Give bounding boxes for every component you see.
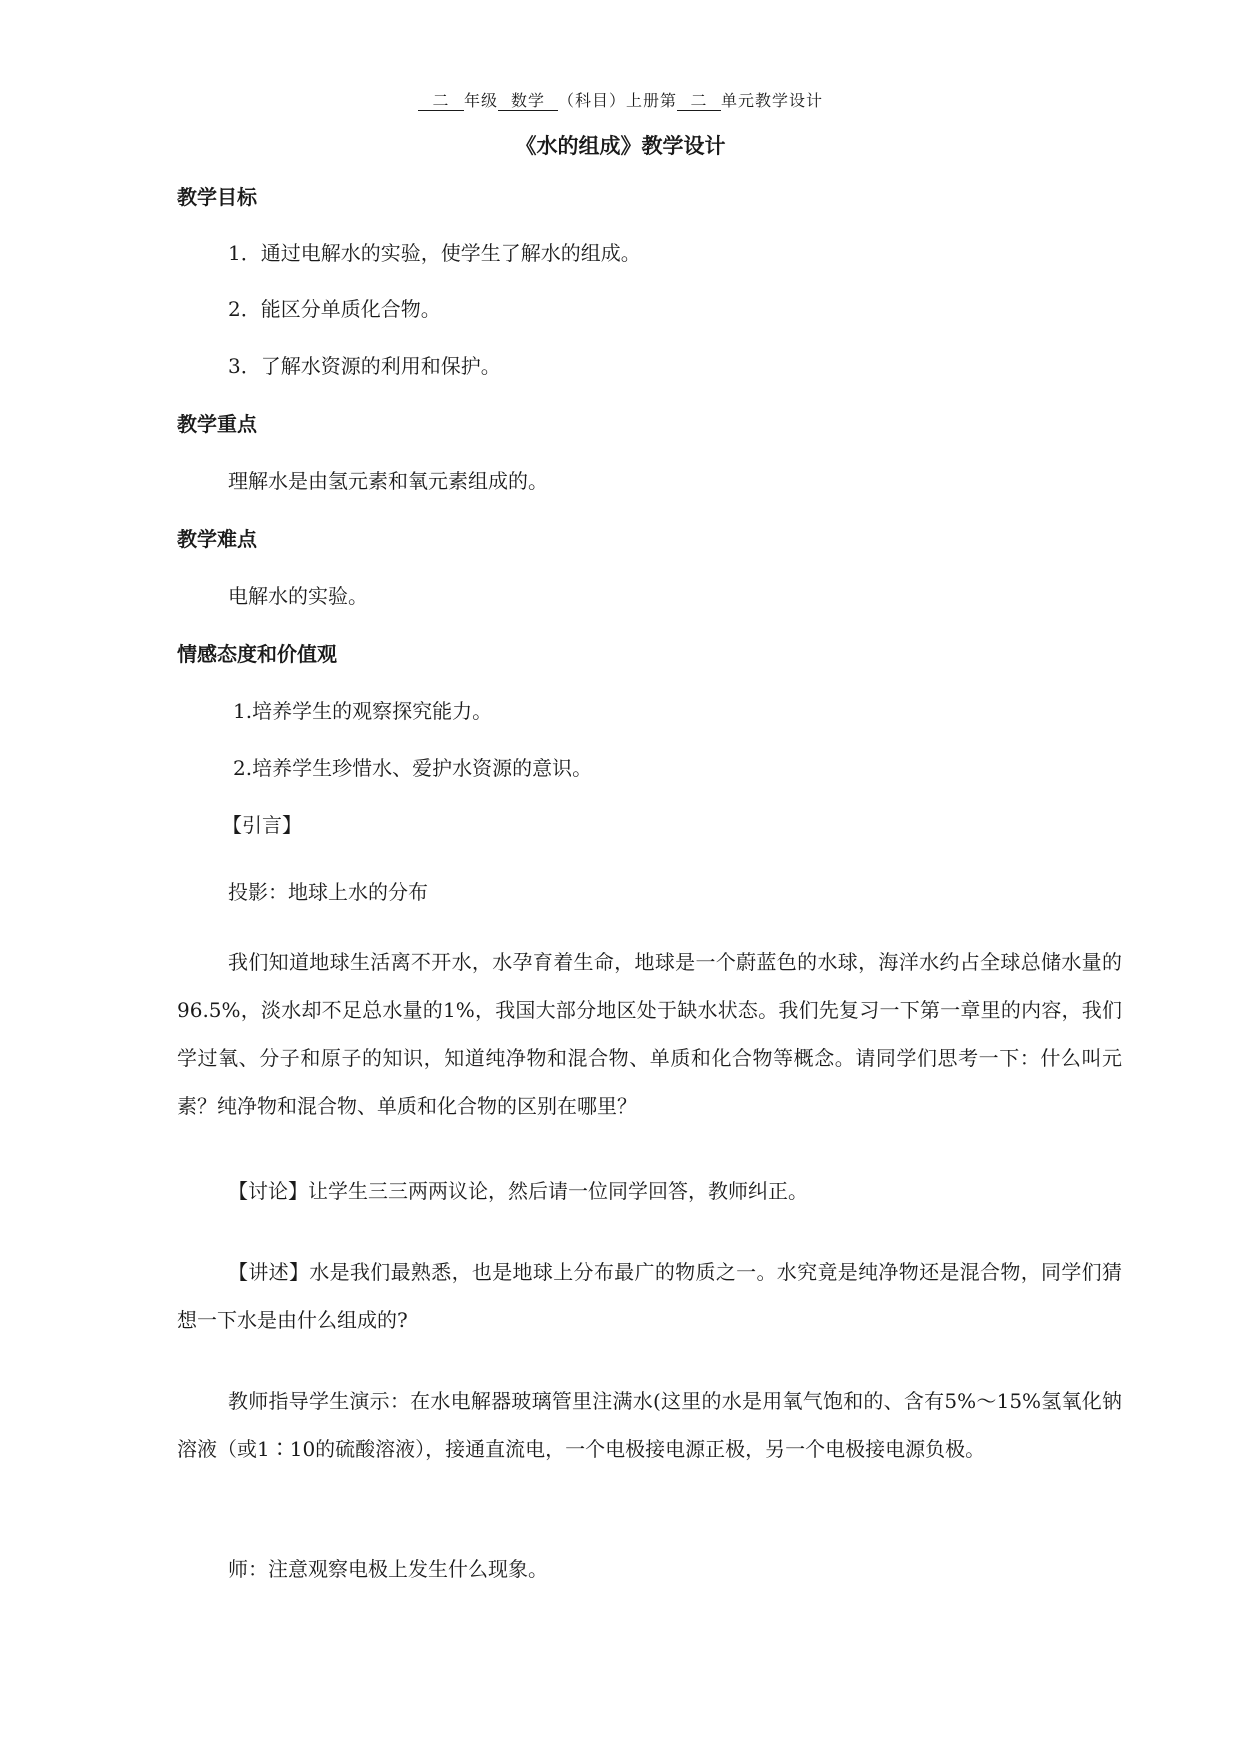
teacher-line: 师：注意观察电极上发生什么现象。 [228,1557,548,1581]
objective-item: 2．能区分单质化合物。 [228,297,441,321]
discussion-paragraph: 【讨论】让学生三三两两议论，然后请一位同学回答，教师纠正。 [228,1179,808,1203]
objective-item: 1．通过电解水的实验，使学生了解水的组成。 [228,241,641,265]
intro-tag: 【引言】 [222,813,302,837]
values-item: 2.培养学生珍惜水、爱护水资源的意识。 [233,756,593,780]
unit-blank: 二 [677,92,721,111]
narration-paragraph: 【讲述】水是我们最熟悉，也是地球上分布最广的物质之一。水究竟是纯净物还是混合物，同学们猜想一下水是由什么组成的? [177,1260,1122,1332]
objective-item: 3．了解水资源的利用和保护。 [228,354,501,378]
key-points-heading: 教学重点 [177,412,257,436]
intro-paragraph: 我们知道地球生活离不开水，水孕育着生命，地球是一个蔚蓝色的水球，海洋水约占全球总储水量的96.5%，淡水却不足总水量的1%，我国大部分地区处于缺水状态。我们先复习一下第一章里的内容，我们学过氧、分子和原子的知识，知道纯净物和混合物、单质和化合物等概念。请同学们思考一下：什么叫元素？纯净物和混合物、单质和化合物的区别在哪里？ [177,950,1122,1118]
difficulties-text: 电解水的实验。 [228,584,368,608]
grade-suffix: 年级 [463,91,498,110]
subject-blank: 数学 [498,92,558,111]
values-heading: 情感态度和价值观 [177,642,337,666]
subject-suffix: （科目）上册第 [557,91,677,110]
objectives-heading: 教学目标 [177,185,257,209]
key-points-text: 理解水是由氢元素和氧元素组成的。 [228,469,548,493]
document-title: 《水的组成》教学设计 [515,134,726,158]
projection-line: 投影：地球上水的分布 [228,880,428,904]
difficulties-heading: 教学难点 [177,527,257,551]
unit-suffix: 单元教学设计 [721,91,824,110]
header-line [0,88,1241,111]
values-item: 1.培养学生的观察探究能力。 [233,699,493,723]
demo-paragraph: 教师指导学生演示：在水电解器玻璃管里注满水(这里的水是用氧气饱和的、含有5%～15%氢氧化钠溶液（或1∶10的硫酸溶液），接通直流电，一个电极接电源正极，另一个电极接电源负极。 [177,1389,1122,1461]
grade-blank: 二 [418,92,464,111]
